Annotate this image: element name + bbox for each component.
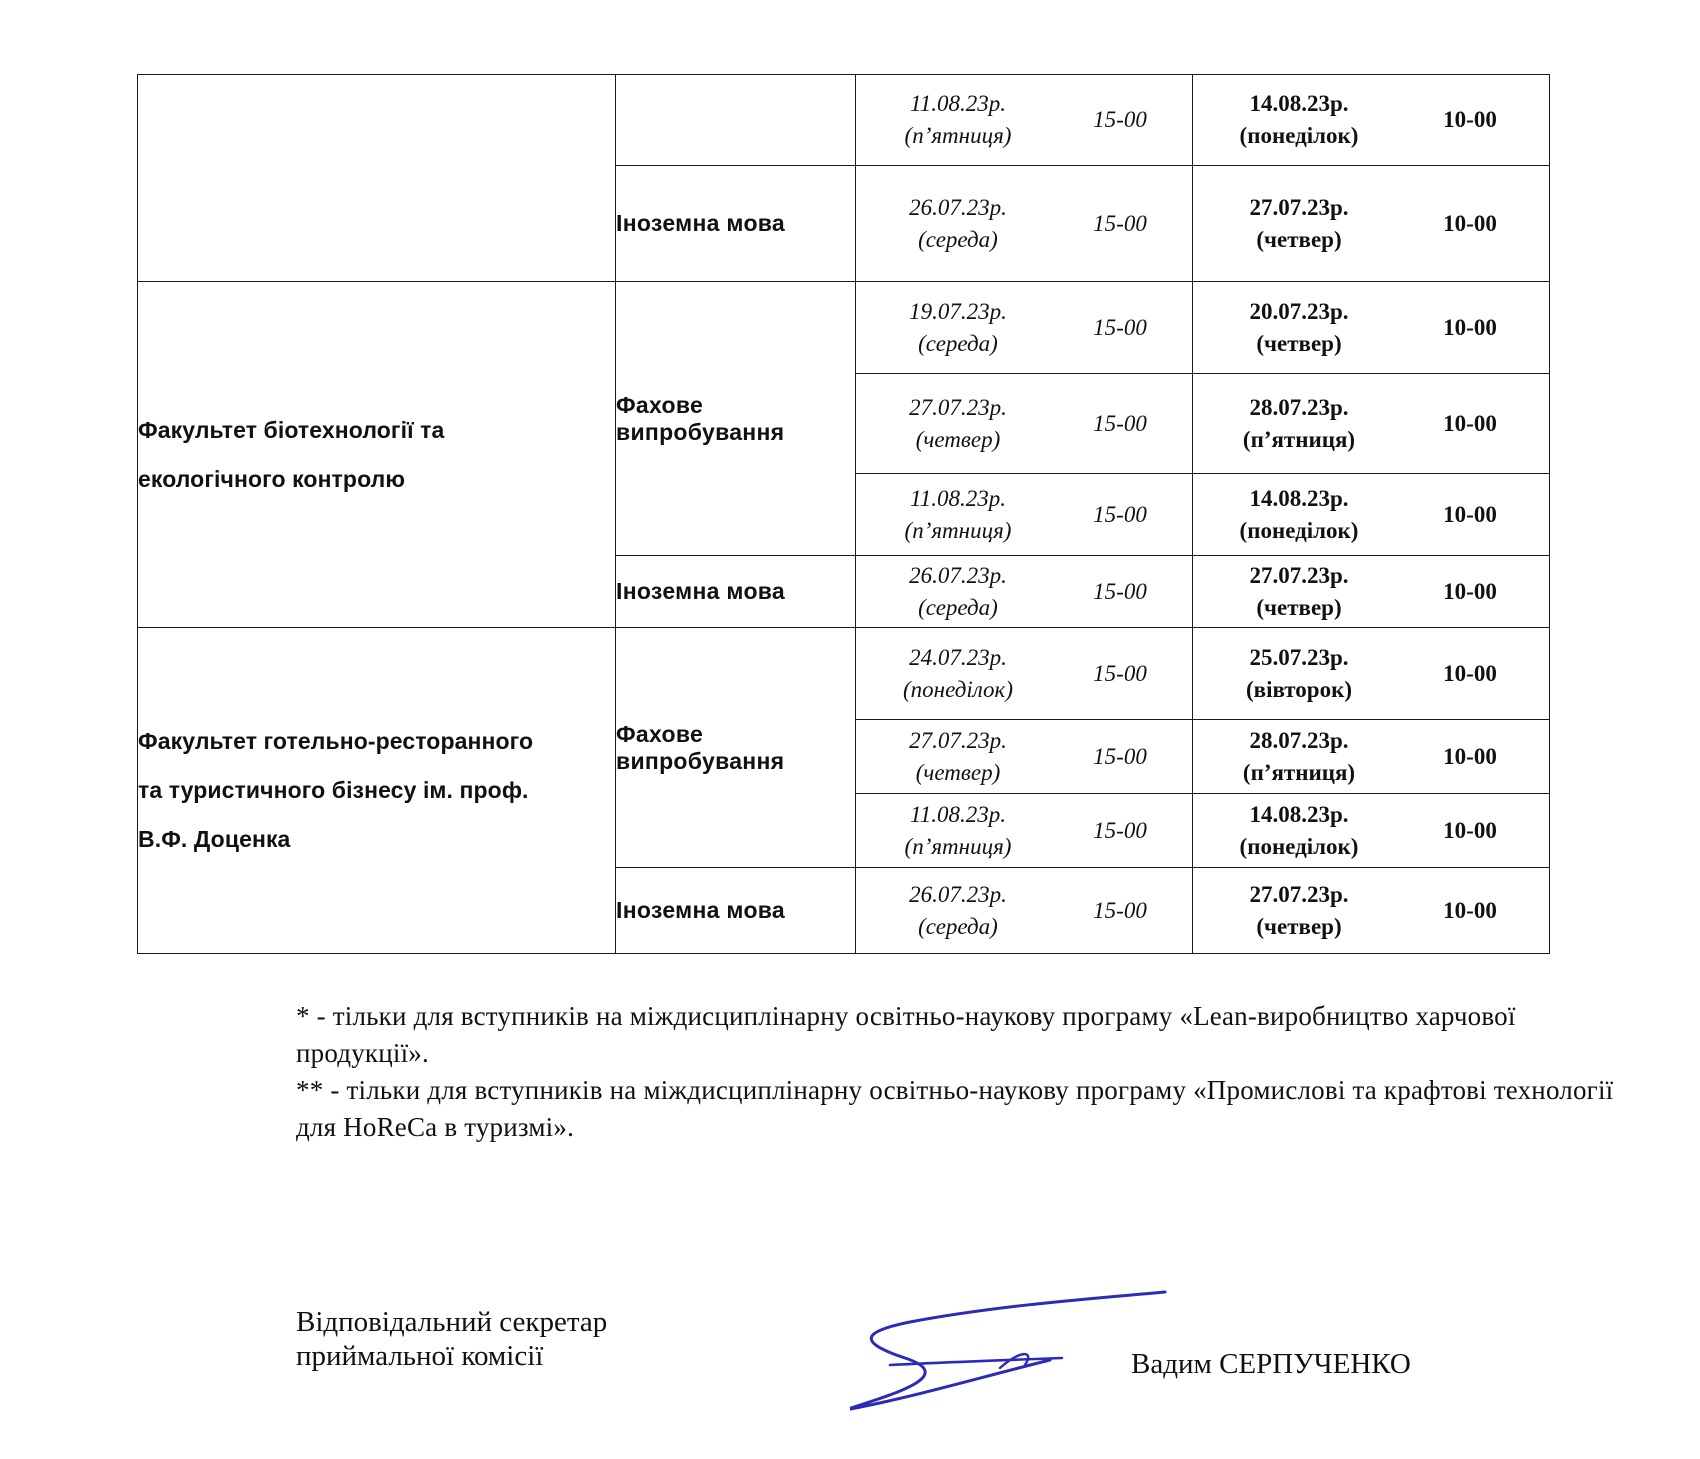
faculty-cell	[138, 628, 616, 954]
exam-name-line: випробування	[616, 747, 785, 774]
exam-date: 14.08.23р.	[1249, 485, 1349, 511]
exam-time: 10-00	[1443, 817, 1497, 843]
consultation-time: 15-00	[1093, 660, 1147, 686]
consultation-day: (п’ятниця)	[904, 123, 1012, 148]
exam-time: 10-00	[1443, 897, 1497, 923]
exam-date: 14.08.23р.	[1249, 801, 1349, 827]
faculty-name-line: екологічного контролю	[138, 465, 406, 492]
consultation-day: (п’ятниця)	[904, 517, 1012, 543]
consultation-time: 15-00	[1093, 578, 1147, 604]
exam-date-cell	[1193, 868, 1550, 954]
consultation-time: 15-00	[1093, 743, 1147, 769]
exam-time: 10-00	[1443, 660, 1497, 686]
exam-date-cell	[1193, 720, 1550, 794]
faculty-name-line: Факультет готельно-ресторанного	[138, 728, 534, 754]
signatory-role	[296, 1305, 607, 1373]
consultation-cell	[856, 374, 1193, 474]
exam-date: 27.07.23р.	[1249, 562, 1349, 588]
exam-date-cell	[1193, 374, 1550, 474]
exam-date: 27.07.23р.	[1249, 881, 1349, 907]
exam-time: 10-00	[1443, 743, 1497, 769]
exam-date-cell	[1193, 474, 1550, 556]
consultation-cell	[856, 628, 1193, 720]
exam-day: (понеділок)	[1239, 833, 1359, 859]
consultation-time: 15-00	[1093, 501, 1147, 527]
consultation-day: (п’ятниця)	[904, 833, 1012, 859]
consultation-date: 24.07.23р.	[909, 644, 1007, 670]
table-row	[138, 628, 1550, 720]
faculty-name-line: Факультет біотехнології та	[138, 416, 445, 443]
signatory-role-line: Відповідальний секретар	[296, 1306, 608, 1338]
consultation-time: 15-00	[1093, 897, 1147, 923]
exam-day: (четвер)	[1256, 594, 1342, 620]
consultation-time: 15-00	[1093, 107, 1147, 132]
exam-name-cell	[616, 628, 856, 868]
consultation-day: (середа)	[918, 594, 998, 620]
consultation-cell	[856, 868, 1193, 954]
consultation-date: 11.08.23р.	[909, 91, 1007, 116]
consultation-cell	[856, 282, 1193, 374]
consultation-date: 26.07.23р.	[909, 881, 1007, 907]
exam-day: (п’ятниця)	[1242, 759, 1356, 785]
exam-time: 10-00	[1443, 107, 1497, 132]
exam-date: 20.07.23р.	[1249, 298, 1349, 324]
faculty-cell	[138, 282, 616, 628]
exam-date-cell	[1193, 166, 1550, 282]
exam-time: 10-00	[1443, 501, 1497, 527]
exam-day: (четвер)	[1256, 913, 1342, 939]
consultation-cell	[856, 75, 1193, 166]
exam-date: 28.07.23р.	[1249, 394, 1349, 420]
exam-name-line: випробування	[616, 418, 785, 445]
footnote-1: * - тільки для вступників на міждисциплінарну освітньо-наукову програму «Lean-виробництво харчової продукції».	[296, 1001, 1516, 1068]
consultation-date: 11.08.23р.	[909, 485, 1007, 511]
exam-time: 10-00	[1443, 578, 1497, 604]
exam-name-line: Фахове	[616, 720, 704, 747]
faculty-name-line: та туристичного бізнесу ім. проф.	[138, 777, 529, 803]
exam-name-cell	[616, 282, 856, 556]
exam-name-line: Фахове	[616, 391, 704, 418]
table-row	[138, 75, 1550, 166]
exam-time: 10-00	[1443, 410, 1497, 436]
footnote-2: ** - тільки для вступників на міждисциплінарну освітньо-наукову програму «Промислові та крафтові технології для HoReCa в туризмі».	[296, 1075, 1614, 1142]
exam-day: (понеділок)	[1239, 517, 1359, 543]
consultation-day: (середа)	[918, 330, 998, 356]
exam-schedule-table	[137, 74, 1550, 954]
exam-day: (четвер)	[1256, 330, 1342, 356]
consultation-date: 27.07.23р.	[909, 727, 1007, 753]
consultation-date: 19.07.23р.	[909, 298, 1007, 324]
consultation-time: 15-00	[1093, 210, 1147, 236]
consultation-cell	[856, 720, 1193, 794]
consultation-date: 26.07.23р.	[909, 194, 1007, 220]
signatory-name: Вадим СЕРПУЧЕНКО	[1131, 1348, 1411, 1380]
exam-day: (п’ятниця)	[1242, 426, 1356, 452]
exam-date-cell	[1193, 794, 1550, 868]
consultation-cell	[856, 474, 1193, 556]
consultation-cell	[856, 166, 1193, 282]
exam-time: 10-00	[1443, 210, 1497, 236]
exam-date: 28.07.23р.	[1249, 727, 1349, 753]
table-row	[138, 282, 1550, 374]
consultation-time: 15-00	[1093, 314, 1147, 340]
exam-name-cell-empty	[616, 75, 856, 166]
signatory-role-line: приймальної комісії	[296, 1340, 544, 1372]
exam-date: 14.08.23р.	[1249, 91, 1349, 116]
consultation-day: (середа)	[918, 226, 998, 252]
consultation-date: 27.07.23р.	[909, 394, 1007, 420]
consultation-day: (четвер)	[915, 426, 1001, 452]
consultation-date: 11.08.23р.	[909, 801, 1007, 827]
exam-name-cell: Іноземна мова	[616, 868, 856, 954]
exam-name-cell: Іноземна мова	[616, 556, 856, 628]
exam-day: (понеділок)	[1239, 123, 1359, 148]
exam-day: (четвер)	[1256, 226, 1342, 252]
consultation-cell	[856, 556, 1193, 628]
exam-date-cell	[1193, 556, 1550, 628]
exam-date: 27.07.23р.	[1249, 194, 1349, 220]
exam-date: 25.07.23р.	[1249, 644, 1349, 670]
exam-date-cell	[1193, 282, 1550, 374]
consultation-date: 26.07.23р.	[909, 562, 1007, 588]
exam-day: (вівторок)	[1245, 676, 1352, 702]
consultation-day: (четвер)	[915, 759, 1001, 785]
exam-date-cell	[1193, 628, 1550, 720]
consultation-day: (середа)	[918, 913, 998, 939]
exam-date-cell	[1193, 75, 1550, 166]
footnotes	[296, 998, 1636, 1146]
consultation-cell	[856, 794, 1193, 868]
consultation-day: (понеділок)	[903, 676, 1013, 702]
faculty-name-line: В.Ф. Доценка	[138, 826, 291, 852]
exam-time: 10-00	[1443, 314, 1497, 340]
faculty-cell-empty	[138, 75, 616, 282]
consultation-time: 15-00	[1093, 817, 1147, 843]
consultation-time: 15-00	[1093, 410, 1147, 436]
exam-name-cell: Іноземна мова	[616, 166, 856, 282]
